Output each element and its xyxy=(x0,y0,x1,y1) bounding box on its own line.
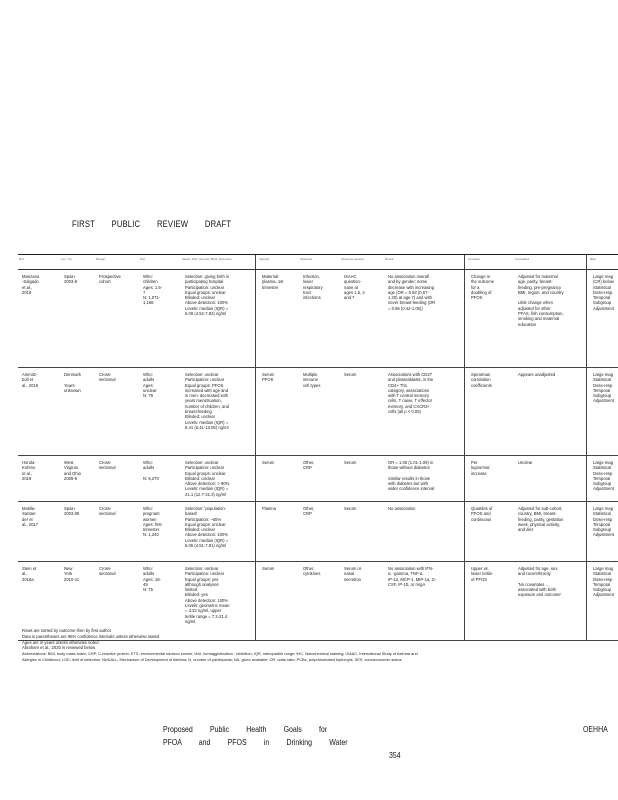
table-cell-population: Who: pregnant women Ages: first trimester N: 1,240 xyxy=(143,506,162,538)
table-notes xyxy=(22,628,418,663)
abbreviations-line: Abbreviations: BMI, body mass index; CRP, C-reactive protein; ETS, environmental tobacco smoke; HAI, hemagglutination - inhibition; IQR, interquartile range; IHC, histochemical staining; ISAAC, International Study of Asthma and xyxy=(22,651,418,657)
table-cell-assessment: ISAAC question- naire at ages 1.5, 4 and 7 xyxy=(344,274,365,301)
note-line: Ages are in years unless otherwise noted xyxy=(22,639,99,645)
table-cell-location: Spain 2003-08 xyxy=(64,506,80,517)
table-row xyxy=(18,368,618,456)
column-divider xyxy=(255,456,256,501)
table-cell-covariates: Adjusted for sub-cohort, country, BMI, breast- feeding, parity, gestation week, physical activity, and diet xyxy=(518,506,564,533)
table-cell-exposure: Selection: giving birth in participating hospital Participation: unclear Equal groups: unclear Blinded: unclear Above detection: 100% Levels: median (IQR) = 6.06 (4.52-7.82) ng/ml xyxy=(185,274,230,317)
footer-agency: OEHHA xyxy=(583,725,608,734)
column-divider xyxy=(464,255,465,269)
table-header-cell: Sample xyxy=(259,257,270,261)
evidence-table xyxy=(18,254,618,641)
table-cell-covariates: Adjusted for maternal age, parity, breast- feeding, pre-pregnancy BMI, region, and country Little change when adjusted for other PFAS, fish consumption, smoking and maternal education xyxy=(518,274,564,327)
column-divider xyxy=(586,502,587,561)
table-cell-exposure: Selection: unclear Participation: unclear Equal groups: yes although analyses limited Blinded: yes Above detection: 100% Levels: geometric mean = 3.22 ng/ml, upper tertile range = 7.2-21.4 ng/ml xyxy=(185,566,230,624)
table-header-cell: Result xyxy=(385,257,394,261)
table-cell-sample: Maternal plasma, 1st trimester xyxy=(262,274,284,290)
table-cell-population: Who: adults Ages: unclear N: 79 xyxy=(143,372,157,399)
table-cell-result: No association xyxy=(388,506,416,511)
column-divider xyxy=(586,255,587,269)
table-header-cell: Select. Part. Groups, Blind, Exposure xyxy=(182,257,232,261)
column-divider xyxy=(586,270,587,367)
table-cell-population: Who: adults N: 5,270 xyxy=(143,460,159,481)
table-header-row xyxy=(18,255,618,270)
table-cell-comparison: Quartiles of PFOS and continuous xyxy=(471,506,493,522)
table-cell-result: No association with IFN- α, -gamma, TNF-α, IP-1α, MCP-1, MIP-1a, G- CSF, IP-10, or mIgA xyxy=(388,566,437,587)
footer-title-line1: Proposed Public Health Goals for xyxy=(163,725,328,734)
table-header-cell: Loc, Yrs xyxy=(61,257,72,261)
table-cell-location: New York 2010-11 xyxy=(64,566,80,582)
draft-banner: FIRST PUBLIC REVIEW DRAFT xyxy=(72,219,232,229)
table-cell-result: OR = 1.05 (1.01-1.09) in those without diabetes Similar results in those with diabetes but with wider confidence interval xyxy=(388,460,435,492)
table-cell-population: Who: adults Ages: 18- 49 N: 75 xyxy=(143,566,161,593)
footer-title-line2: PFOA and PFOS in Drinking Water xyxy=(163,738,348,747)
note-line: Data in parentheses are 95% confidence intervals unless otherwise stated xyxy=(22,633,160,639)
table-cell-exposure: Selection: unclear Participation: unclear Equal groups: PFOS increased with age and in men; decreased with years menstruation, number of children, and breast-feeding Blinded: unclear Levels: median (IQR) = 8.41 (6.41-13.05) ng/ml xyxy=(185,372,229,430)
table-header-cell: Ref xyxy=(19,257,24,261)
table-cell-outcome: Other, CRP xyxy=(303,506,315,517)
column-divider xyxy=(586,456,587,501)
table-header-cell: Pop xyxy=(140,257,146,261)
table-cell-author: Honda- Kohmo et al., 2019 xyxy=(22,460,36,481)
table-cell-author: Manzano -Salgado et al., 2019 xyxy=(22,274,40,295)
table-cell-comparison: Change in the outcome for a doubling of PFOS xyxy=(471,274,495,301)
table-cell-exposure: Selection: unclear Participation: unclear Equal groups: unclear Blinded: unclear Above detection: > 90% Levels: median (IQR) = 21.1 (12.7-31.3) ng/ml xyxy=(185,460,230,497)
table-cell-covariates: Adjusted for age, sex, and race/ethnicity 'No covariates ... associated with both exposure and outcome' xyxy=(518,566,562,598)
table-cell-result: Associations with CD27 and plasmablasts, in the CD4+ Th1 category, associations with T central memory cells, T naive, T effector memory, and CXCR3+ cells (all p < 0.05) xyxy=(388,372,434,415)
table-cell-comparison: Spearman correlation coefficients xyxy=(471,372,492,388)
table-cell-design: Cross- sectional xyxy=(99,460,116,471)
table-header-cell: Outcome Assess. xyxy=(341,257,365,261)
column-divider xyxy=(464,502,465,561)
table-header-cell: Compare xyxy=(468,257,481,261)
table-cell-author: Stein et al., 2016a xyxy=(22,566,37,582)
table-cell-assessment: Serum xyxy=(344,372,357,377)
column-divider xyxy=(255,255,256,269)
table-cell-comparison: Upper vs. lower tertile of PFOS xyxy=(471,566,493,582)
column-divider xyxy=(255,368,256,455)
table-cell-result: No association overall and by gender; some decrease with increasing age (OR = 0.83 (0.57- 1.20) at age 7) and with never breast-feeding (OR = 0.66 (0.42-1.05)) xyxy=(388,274,436,311)
table-cell-exposure: Selection: 'population- based' Participation: ~55% Equal groups: unclear Blinded: unclear Above detection: 100% Levels: median (IQR) = 6.05 (4.51-7.81) ng/ml xyxy=(185,506,229,549)
table-cell-bias: Large mag Statistical Dose-resp Temporal Subgroup Adjustment xyxy=(593,372,614,404)
column-divider xyxy=(464,368,465,455)
table-cell-assessment: Serum xyxy=(344,506,357,511)
table-cell-covariates: Appears unadjusted xyxy=(518,372,556,377)
table-cell-sample: Serum xyxy=(262,566,275,571)
table-cell-comparison: Per lognormal increase xyxy=(471,460,490,476)
table-cell-population: Who: children Ages: 1.5- 7 N: 1,071- 1,188 xyxy=(143,274,163,306)
table-header-cell: Covariates xyxy=(515,257,530,261)
table-cell-bias: Large mag Statistical Dose-resp Temporal Subgroup Adjustment xyxy=(593,566,614,598)
table-cell-author: Ammitz- boll et al., 2019 xyxy=(22,372,39,388)
table-cell-location: Denmark Years unknown xyxy=(64,372,81,393)
table-row xyxy=(18,270,618,368)
table-cell-design: Cross- sectional xyxy=(99,566,116,577)
column-divider xyxy=(464,270,465,367)
table-cell-location: West Virginia and Ohio 2005-6 xyxy=(64,460,81,481)
table-cell-bias: Large mag (CR) below Statistical Dose-resp Temporal Subgroup Adjustment xyxy=(593,274,614,311)
table-cell-outcome: Infection, lower respiratory tract infections xyxy=(303,274,323,301)
column-divider xyxy=(586,368,587,455)
column-divider xyxy=(255,270,256,367)
table-cell-covariates: Unclear xyxy=(518,460,533,465)
column-divider xyxy=(586,562,587,640)
table-header-cell: Outcome xyxy=(300,257,313,261)
page-number: 354 xyxy=(389,751,401,760)
abbreviations-line: Allergies in Childhood; LOD, limit of detection; MeDALL, Mechanism of Development of Asthma; N, number of participants; NA, given available; OR, odds ratio; PCBs, polychlorinated biphenyls; SES, socioeconomic status xyxy=(22,656,402,662)
table-cell-outcome: Multiple immune cell types xyxy=(303,372,321,388)
column-divider xyxy=(464,456,465,501)
table-cell-design: Cross- sectional xyxy=(99,506,116,517)
table-cell-sample: Plasma xyxy=(262,506,276,511)
table-cell-design: Cross- sectional xyxy=(99,372,116,383)
table-cell-sample: Serum xyxy=(262,460,275,465)
table-header-cell: Bias xyxy=(590,257,596,261)
column-divider xyxy=(255,502,256,561)
table-header-cell: Design xyxy=(96,257,106,261)
column-divider xyxy=(464,562,465,640)
table-cell-assessment: Serum or nasal secretion xyxy=(344,566,362,582)
table-cell-bias: Large mag Statistical Dose-resp Temporal Subgroup Adjustment xyxy=(593,506,614,538)
table-cell-bias: Large mag Statistical Dose-resp Temporal Subgroup Adjustment xyxy=(593,460,614,492)
table-row xyxy=(18,502,618,562)
table-row xyxy=(18,456,618,502)
table-cell-location: Spain 2003-8 xyxy=(64,274,78,285)
table-cell-outcome: Other, cytokines xyxy=(303,566,321,577)
note-line: Rows are sorted by outcome then by first author xyxy=(22,628,112,633)
table-cell-sample: Serum PFOS xyxy=(262,372,275,383)
table-cell-assessment: Serum xyxy=(344,460,357,465)
table-cell-author: Matilla- Santan- der et al., 2017 xyxy=(22,506,39,527)
note-line: Abraham et al., 2020 is reviewed below xyxy=(22,645,96,651)
table-cell-design: Prospective cohort xyxy=(99,274,121,285)
table-cell-outcome: Other, CRP xyxy=(303,460,315,471)
